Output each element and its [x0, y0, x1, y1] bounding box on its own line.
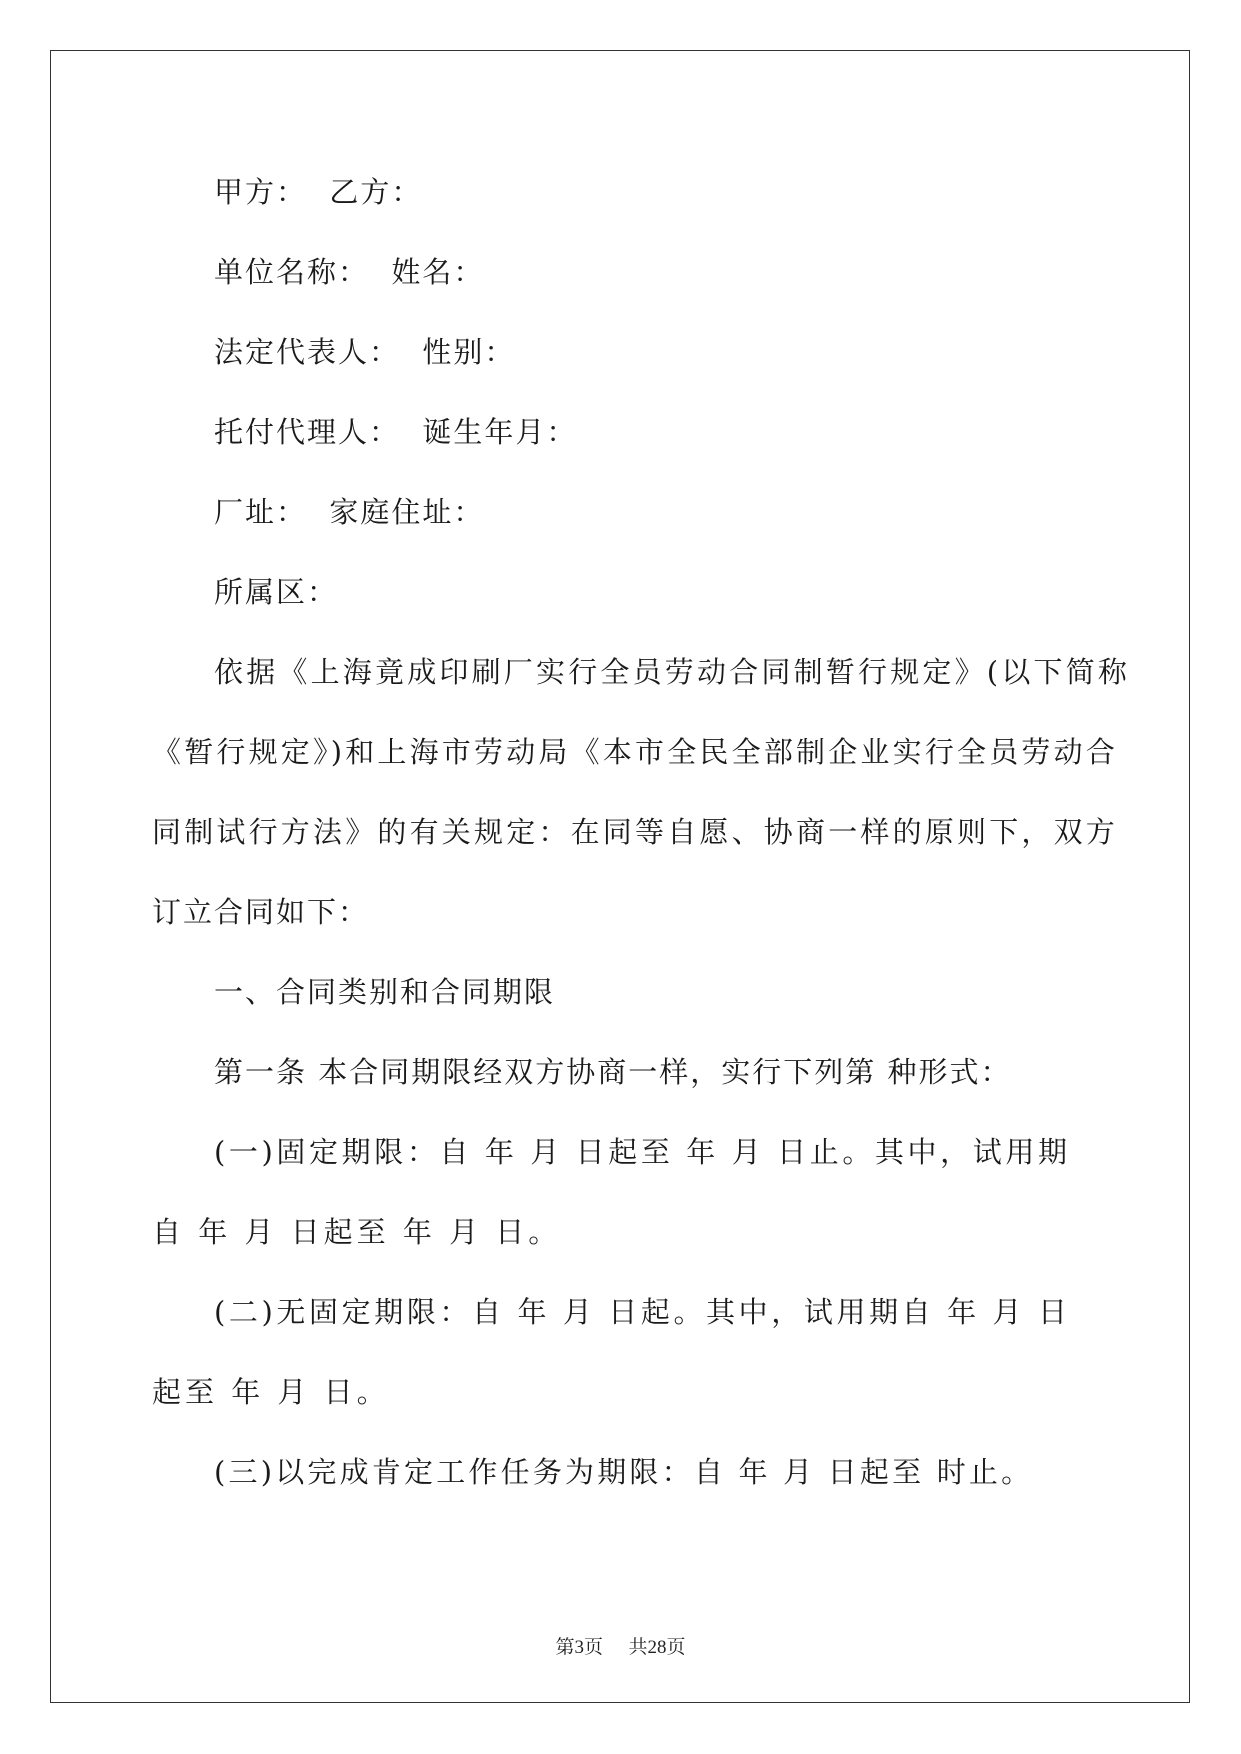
page-footer: [0, 1632, 1241, 1659]
paragraph-line: 依据《上海竟成印刷厂实行全员劳动合同制暂行规定》(以下简称: [214, 655, 1131, 689]
section-heading: 一、合同类别和合同期限: [214, 975, 556, 1009]
legal-rep-line: 法定代表人： 性别：: [214, 335, 516, 369]
address-line: 厂址： 家庭住址：: [214, 495, 485, 529]
paragraph-line: 同制试行方法》的有关规定：在同等自愿、协商一样的原则下，双方: [152, 815, 1119, 849]
clause-line: (三)以完成肯定工作任务为期限：自 年 月 日起至 时止。: [214, 1455, 1034, 1489]
party-line: 甲方： 乙方：: [214, 175, 423, 209]
clause-line: (一)固定期限：自 年 月 日起至 年 月 日止。其中，试用期: [214, 1135, 1071, 1169]
clause-line: 起至 年 月 日。: [152, 1375, 390, 1409]
paragraph-line: 订立合同如下：: [152, 895, 370, 929]
page-total: 共28页: [628, 1637, 686, 1658]
page-number: 第3页: [555, 1637, 603, 1658]
clause-line: (二)无固定期限：自 年 月 日起。其中，试用期自 年 月 日: [214, 1295, 1071, 1329]
agent-line: 托付代理人： 诞生年月：: [214, 415, 578, 449]
paragraph-line: 《暂行规定》)和上海市劳动局《本市全民全部制企业实行全员劳动合: [152, 735, 1119, 769]
clause-line: 自 年 月 日起至 年 月 日。: [152, 1215, 562, 1249]
district-line: 所属区：: [214, 575, 339, 609]
article-line: 第一条 本合同期限经双方协商一样，实行下列第 种形式：: [214, 1055, 1012, 1089]
unit-name-line: 单位名称： 姓名：: [214, 255, 485, 289]
